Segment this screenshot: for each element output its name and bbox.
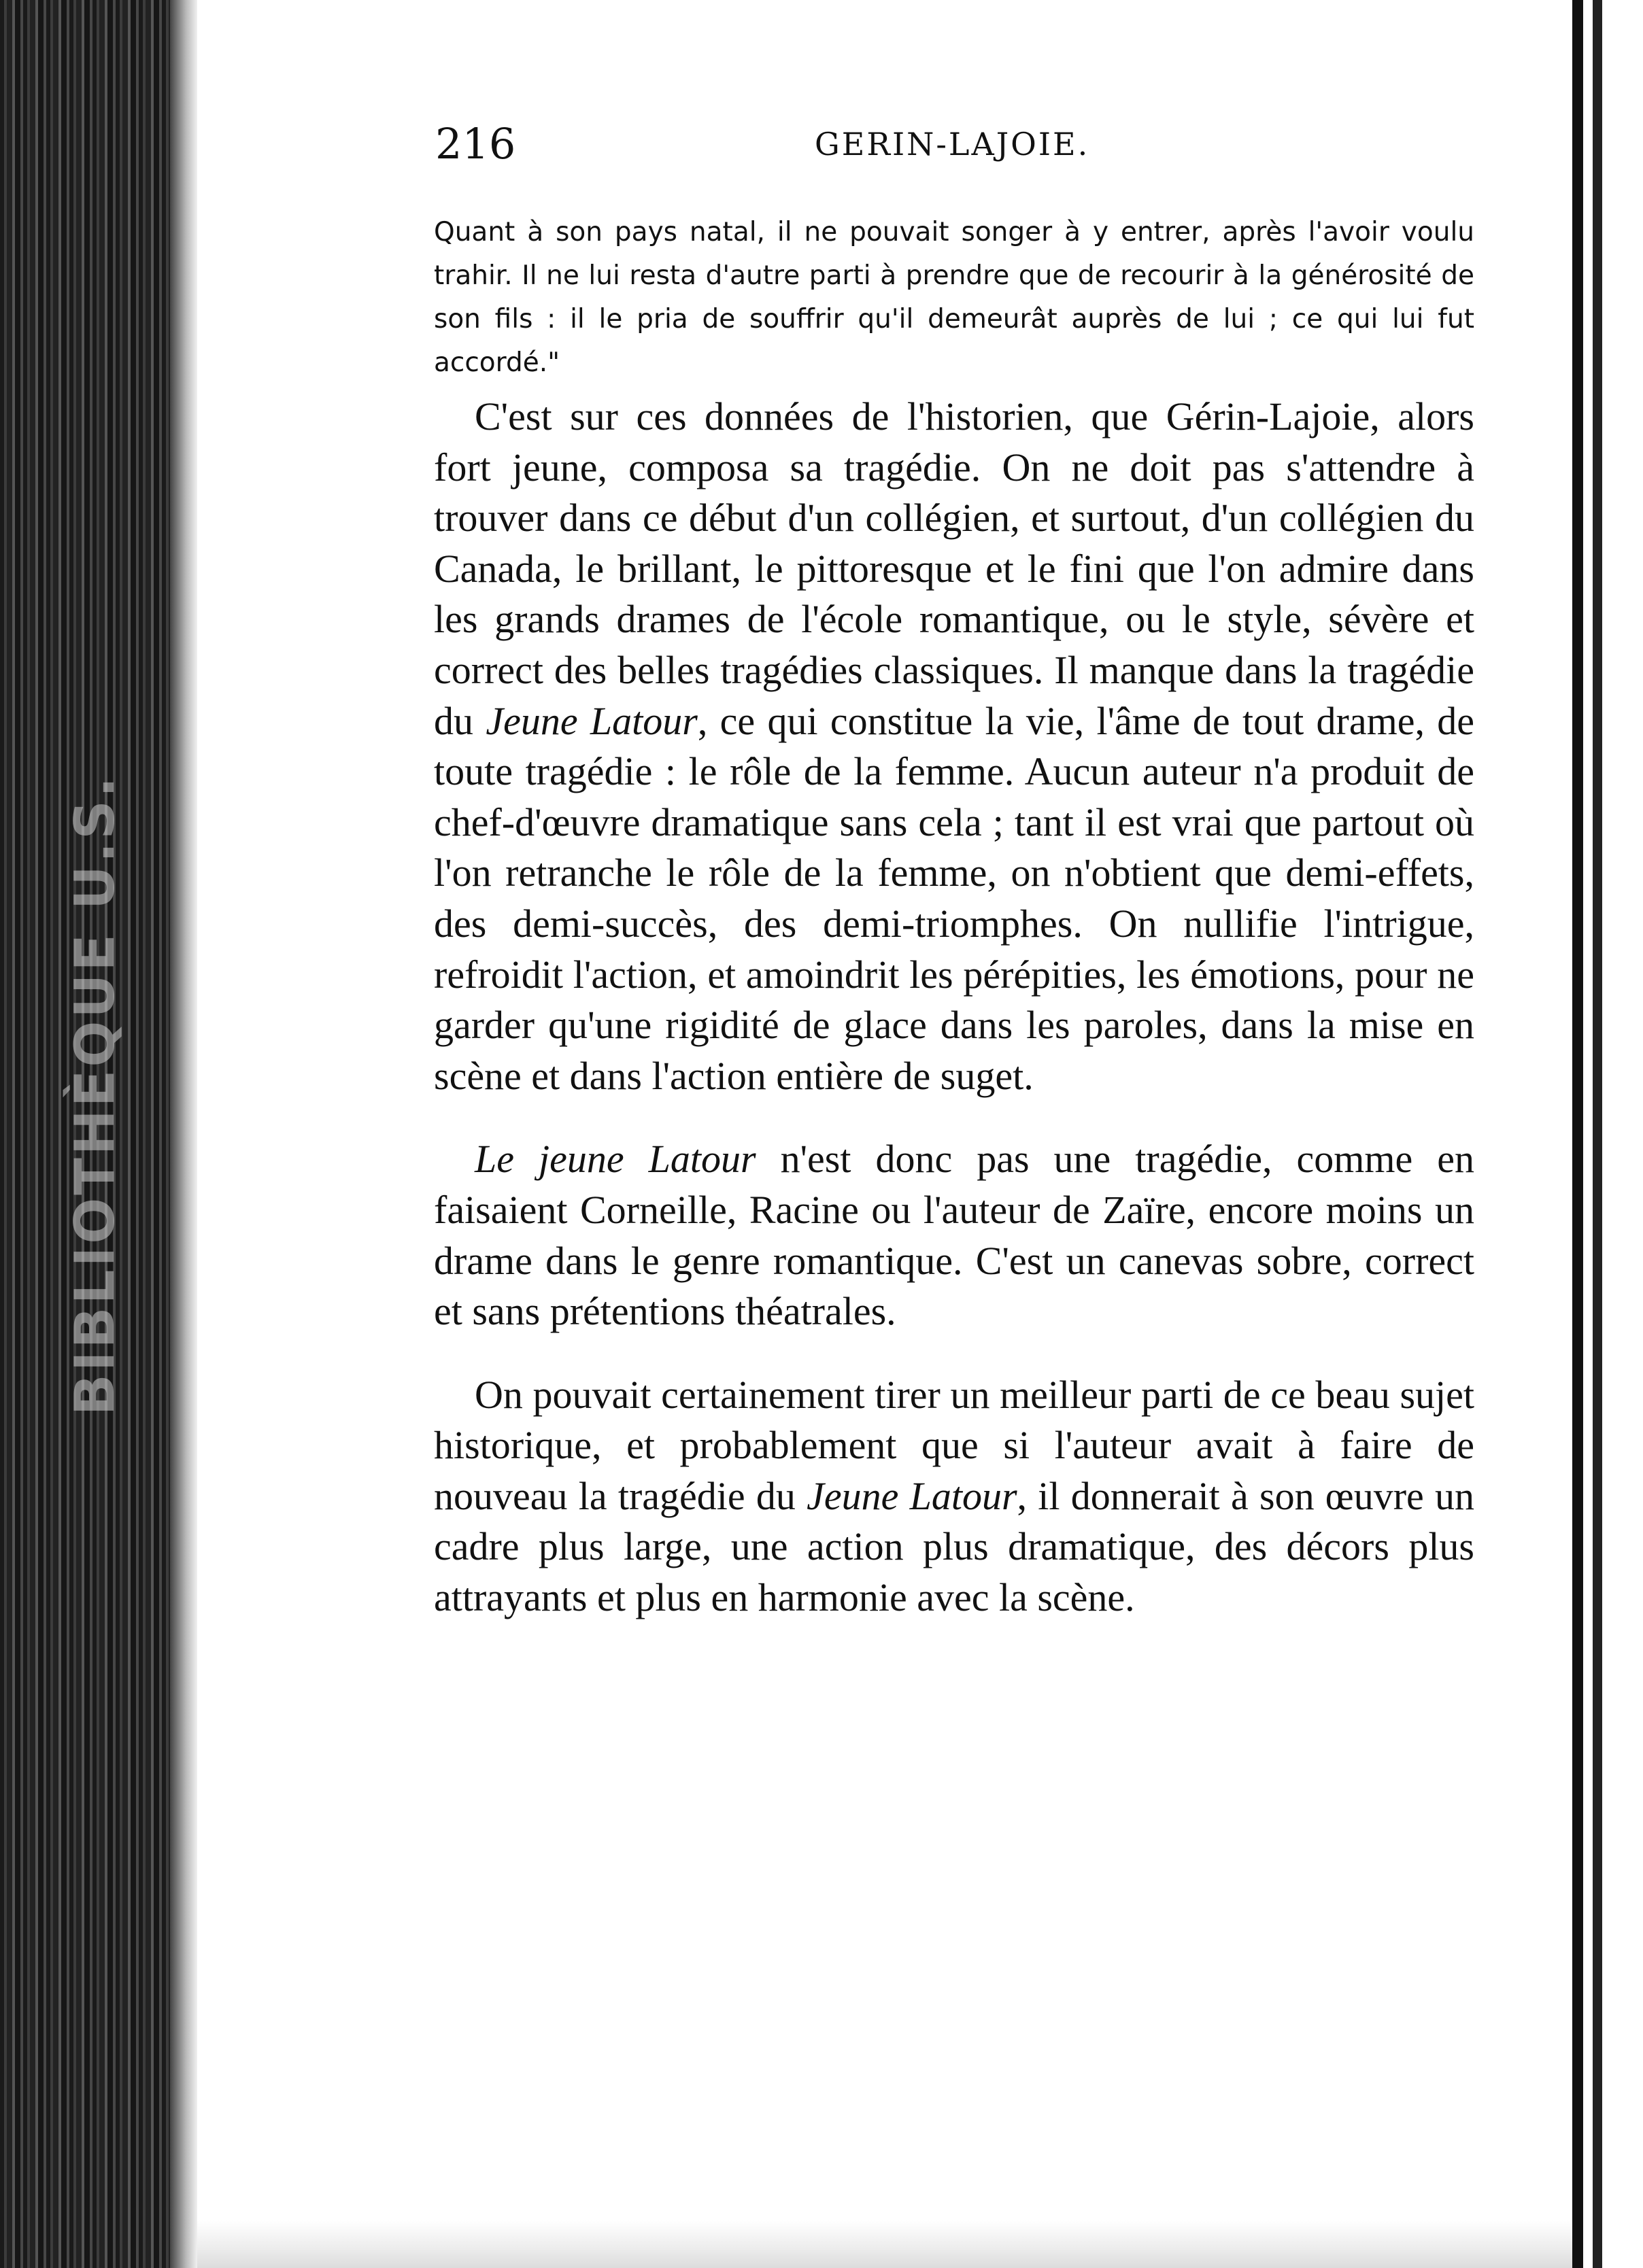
paragraph-2-rest: n'est donc pas une tragédie, comme en faisaient Corneille, Racine ou l'auteur de Zaïre, encore moins un drame dans le genre romantique. C'est un canevas sobre, correct et sans prétentions théatrales. — [434, 1137, 1474, 1334]
running-title: GERIN-LAJOIE. — [815, 126, 1090, 162]
library-stamp-text: BIBLIOTHÈQUE U.S. — [63, 774, 127, 1415]
page-number: 216 — [435, 119, 516, 169]
page-bottom-shadow — [197, 2220, 1572, 2268]
paragraph-3-title: Jeune Latour — [807, 1473, 1017, 1518]
paragraph-1-text: C'est sur ces données de l'historien, que Gérin-Lajoie, alors fort jeune, composa sa tragédie. On ne doit pas s'attendre à trouver dans ce début d'un collégien, et surtout, d'un collégien du Canada, le brillant, le pittoresque et le fini que l'on admire dans les grands drames de l'école romantique, ou le style, sévère et correct des belles tragédies classiques. Il manque dans la tragédie du — [434, 394, 1474, 743]
library-stamp — [27, 774, 163, 1415]
paragraph-1 — [434, 392, 1474, 1101]
paragraph-1-title: Jeune Latour — [486, 698, 698, 743]
right-page-edge — [1572, 0, 1643, 2268]
quoted-passage: Quant à son pays natal, il ne pouvait songer à y entrer, après l'avoir voulu trahir. Il ne lui resta d'autre parti à prendre que de recourir à la générosité de son fils : il le pria de souffrir qu'il demeurât auprès de lui ; ce qui lui fut accordé." — [434, 217, 1474, 378]
running-head — [434, 119, 1474, 187]
page-body — [434, 119, 1474, 1623]
edge-line — [1572, 0, 1583, 2268]
paragraph-2 — [434, 1134, 1474, 1337]
paragraph-3 — [434, 1370, 1474, 1623]
edge-line — [1593, 0, 1602, 2268]
paragraph-1-rest: , ce qui constitue la vie, l'âme de tout drame, de toute tragédie : le rôle de la femme. Aucun auteur n'a produit de chef-d'œuvre dramatique sans cela ; tant il est vrai que partout où l'on retranche le rôle de la femme, on n'obtient que demi-effets, des demi-succès, des demi-triomphes. On nullifie l'intrigue, refroidit l'action, et amoindrit les pérépities, les émotions, pour ne garder qu'une rigidité de glace dans les paroles, dans la mise en scène et dans l'action entière de suget. — [434, 698, 1475, 1098]
paragraph-2-title: Le jeune Latour — [475, 1137, 756, 1182]
paragraph-3-text: On pouvait certainement tirer un meilleur parti de ce beau sujet historique, et probablement que si l'auteur avait à faire de nouveau la tragédie du — [434, 1372, 1474, 1518]
paragraph-3-rest: , il donnerait à son œuvre un cadre plus large, une action plus dramatique, des décors plus attrayants et plus en harmonie avec la scène. — [434, 1473, 1474, 1620]
book-edge-shadow — [170, 0, 197, 2268]
